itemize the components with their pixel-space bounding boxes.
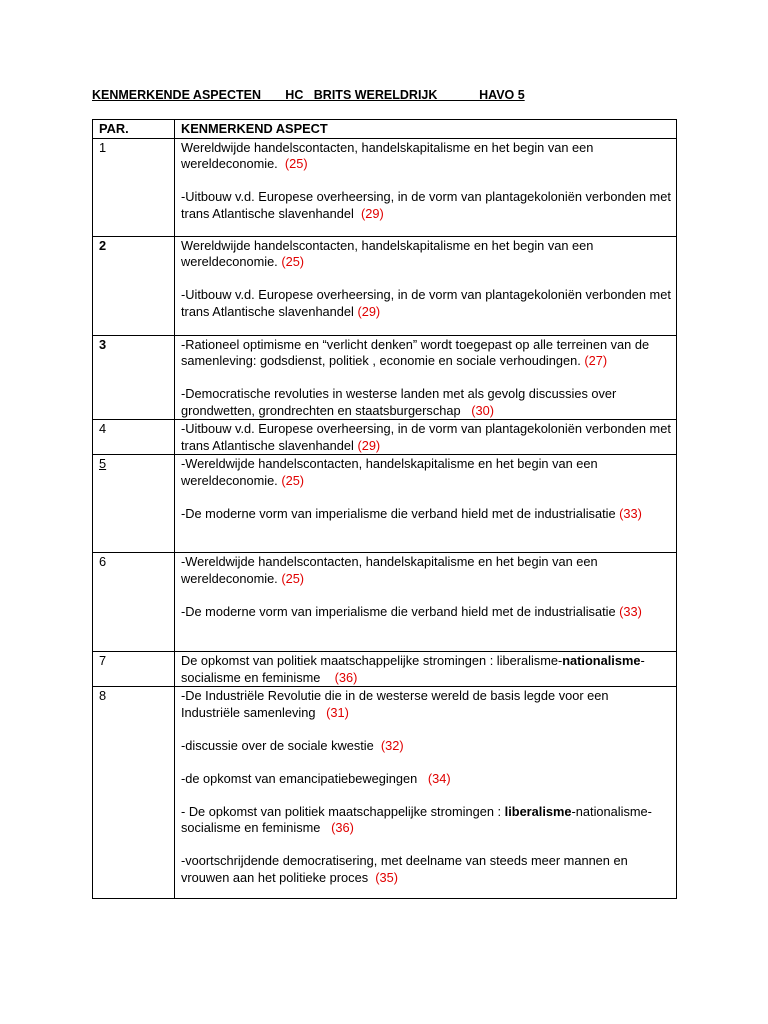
table-row bbox=[93, 420, 677, 455]
ka-reference: (35) bbox=[375, 869, 398, 885]
aspect-item: -Rationeel optimisme en “verlicht denken” wordt toegepast op alle terreinen van de samenleving: godsdienst, politiek , economie en sociale verhoudingen. (27) bbox=[181, 336, 650, 368]
ka-reference: (25) bbox=[281, 472, 305, 488]
aspect-item: -Wereldwijde handelscontacten, handelskapitalisme en het begin van een wereldeconomie. (25) bbox=[181, 456, 598, 488]
aspect-item: -Democratische revoluties in westerse landen met als gevolg discussies over grondwetten, grondrechten en staatsburgerschap (30) bbox=[181, 386, 617, 418]
par-cell: 5 bbox=[93, 455, 175, 553]
aspect-cell bbox=[175, 455, 677, 553]
aspect-item: -voortschrijdende democratisering, met deelname van steeds meer mannen en vrouwen aan het politieke proces (35) bbox=[181, 853, 628, 885]
kenmerkende-aspecten-table bbox=[92, 119, 677, 899]
aspect-item: Wereldwijde handelscontacten, handelskapitalisme en het begin van een wereldeconomie. (25) bbox=[181, 237, 594, 269]
ka-reference: (27) bbox=[584, 353, 608, 368]
aspect-cell bbox=[175, 236, 677, 335]
table-row bbox=[93, 553, 677, 652]
aspect-item: -Uitbouw v.d. Europese overheersing, in de vorm van plantagekoloniën verbonden met trans Atlantische slavenhandel (29) bbox=[181, 287, 671, 319]
aspect-cell bbox=[175, 420, 677, 455]
par-cell: 6 bbox=[93, 553, 175, 652]
table-header-row bbox=[93, 120, 677, 139]
ka-reference: (25) bbox=[281, 570, 305, 586]
aspect-item: -Uitbouw v.d. Europese overheersing, in de vorm van plantagekoloniën verbonden met trans Atlantische slavenhandel (29) bbox=[181, 189, 671, 221]
aspect-item: -discussie over de sociale kwestie (32) bbox=[181, 737, 404, 753]
ka-reference: (29) bbox=[361, 205, 384, 221]
aspect-cell bbox=[175, 335, 677, 420]
aspect-item: - De opkomst van politiek maatschappelijke stromingen : liberalisme-nationalisme-socialisme en feminisme (36) bbox=[181, 803, 652, 835]
table-row bbox=[93, 236, 677, 335]
par-cell: 3 bbox=[93, 335, 175, 420]
aspect-cell bbox=[175, 687, 677, 899]
aspect-item: -Wereldwijde handelscontacten, handelskapitalisme en het begin van een wereldeconomie. (25) bbox=[181, 554, 598, 586]
aspect-cell bbox=[175, 138, 677, 236]
aspect-item: -Uitbouw v.d. Europese overheersing, in de vorm van plantagekoloniën verbonden met trans Atlantische slavenhandel (29) bbox=[181, 421, 671, 453]
par-cell: 2 bbox=[93, 236, 175, 335]
ka-reference: (30) bbox=[471, 402, 495, 418]
aspect-item: -de opkomst van emancipatiebewegingen (34) bbox=[181, 770, 451, 786]
ka-reference: (29) bbox=[357, 303, 381, 319]
column-header-aspect: KENMERKEND ASPECT bbox=[175, 120, 677, 139]
ka-reference: (25) bbox=[284, 156, 308, 171]
table-row bbox=[93, 652, 677, 687]
aspect-item: -De moderne vorm van imperialisme die verband hield met de industrialisatie (33) bbox=[181, 603, 642, 619]
ka-reference: (32) bbox=[380, 737, 404, 753]
par-cell: 1 bbox=[93, 138, 175, 236]
table-row bbox=[93, 455, 677, 553]
par-cell: 8 bbox=[93, 687, 175, 899]
ka-reference: (25) bbox=[281, 254, 305, 269]
ka-reference: (31) bbox=[326, 704, 349, 720]
aspect-item: De opkomst van politiek maatschappelijke stromingen : liberalisme-nationalisme-socialisme en feminisme (36) bbox=[181, 653, 645, 685]
par-cell: 7 bbox=[93, 652, 175, 687]
aspect-cell bbox=[175, 553, 677, 652]
ka-reference: (36) bbox=[331, 820, 354, 835]
ka-reference: (36) bbox=[334, 669, 358, 685]
aspect-cell bbox=[175, 652, 677, 687]
aspect-item: -De Industriële Revolutie die in de westerse wereld de basis legde voor een Industriële samenleving (31) bbox=[181, 688, 609, 720]
table-row bbox=[93, 687, 677, 899]
par-cell: 4 bbox=[93, 420, 175, 455]
document-title: KENMERKENDE ASPECTEN HC BRITS WERELDRIJK HAVO 5 bbox=[92, 88, 525, 102]
column-header-par: PAR. bbox=[93, 120, 175, 139]
ka-reference: (34) bbox=[427, 770, 451, 786]
aspect-item: Wereldwijde handelscontacten, handelskapitalisme en het begin van een wereldeconomie. (25) bbox=[181, 139, 594, 171]
table-row bbox=[93, 335, 677, 420]
ka-reference: (33) bbox=[619, 603, 642, 619]
ka-reference: (29) bbox=[357, 437, 381, 453]
ka-reference: (33) bbox=[619, 505, 642, 521]
aspect-item: -De moderne vorm van imperialisme die verband hield met de industrialisatie (33) bbox=[181, 505, 642, 521]
table-row bbox=[93, 138, 677, 236]
